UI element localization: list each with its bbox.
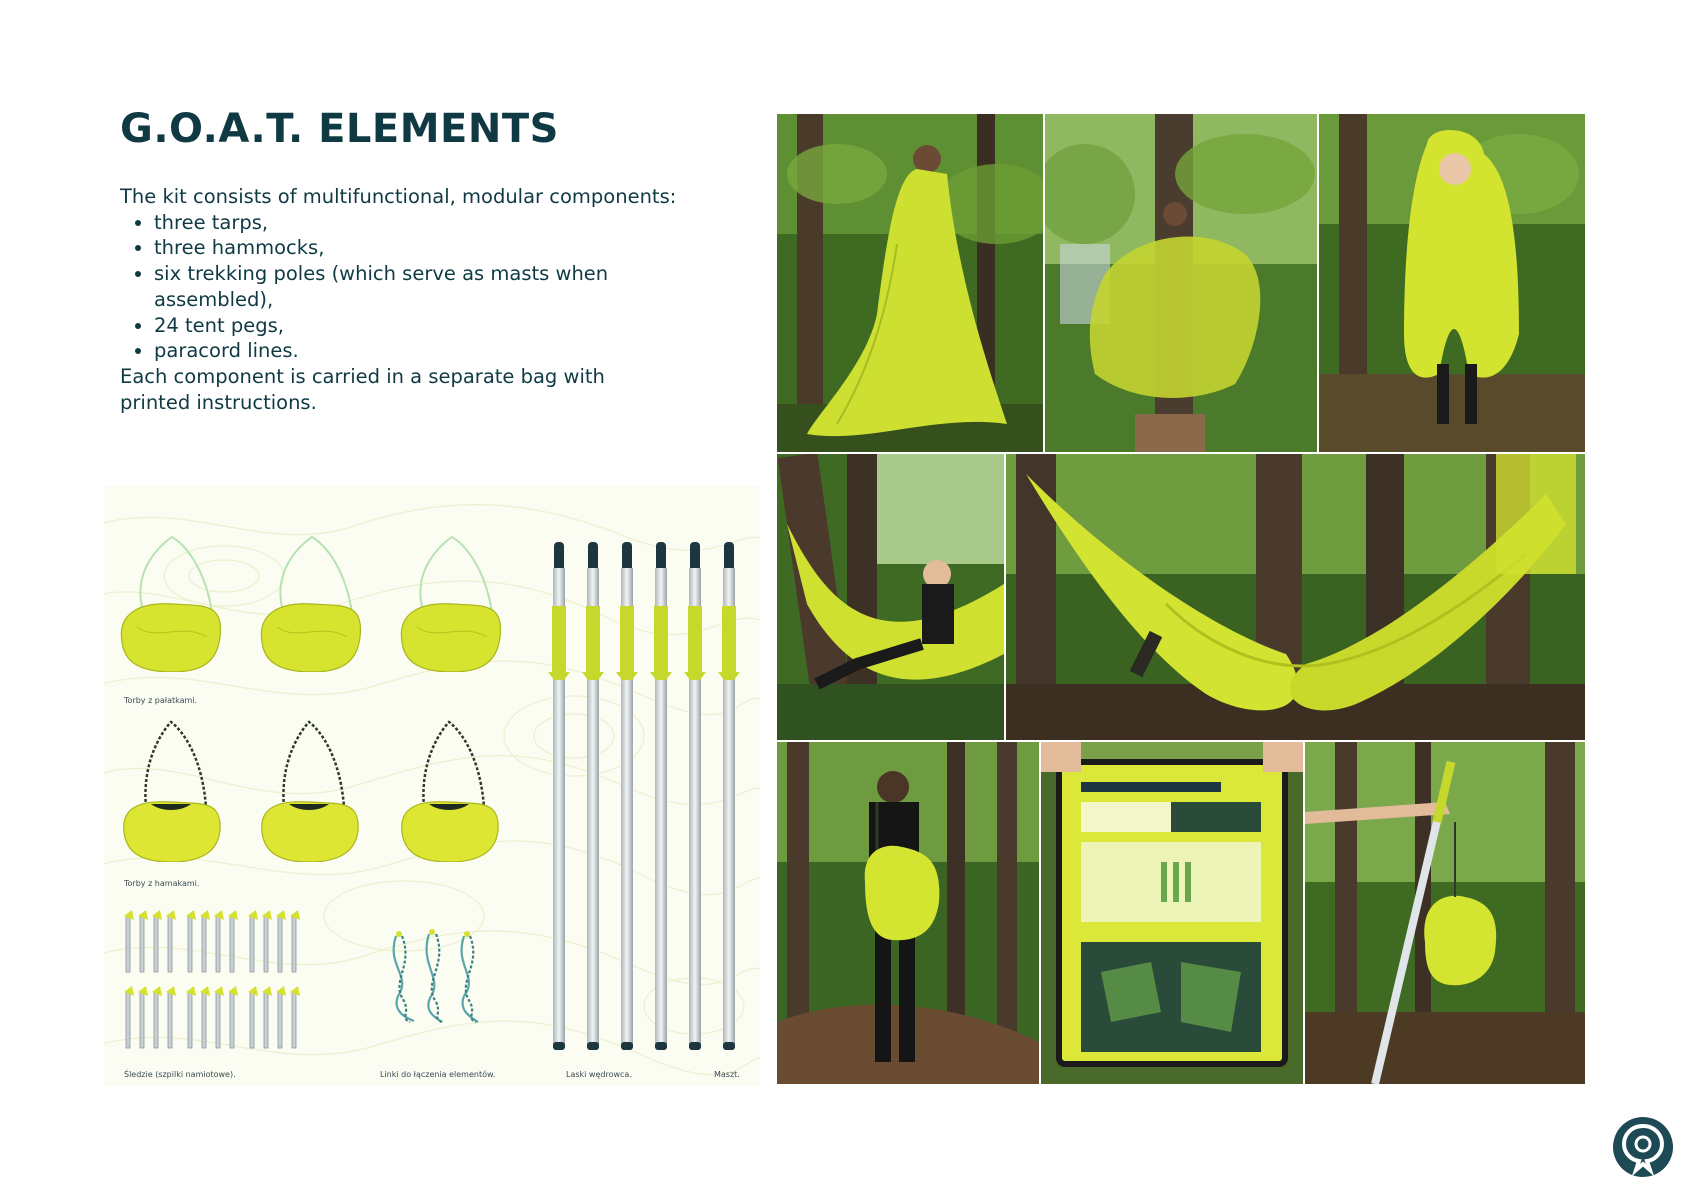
tarp-bag-2 — [252, 532, 372, 672]
photo-poncho-hood — [1319, 114, 1585, 452]
goat-logo-icon — [1612, 1116, 1674, 1178]
trekking-poles — [544, 542, 744, 1052]
caption-pegs: Śledzie (szpilki namiotowe). — [124, 1070, 236, 1079]
list-item: • paracord lines. — [154, 338, 680, 364]
photo-hammock-stretched — [1006, 454, 1585, 740]
intro-closing: Each component is carried in a separate bag with printed instructions. — [120, 364, 605, 414]
list-item: • six trekking poles (which serve as masts when assembled), — [154, 261, 680, 312]
photo-poncho-walking — [777, 114, 1043, 452]
intro-lead: The kit consists of multifunctional, modular components: — [120, 185, 677, 208]
components-board — [104, 486, 760, 1086]
tarp-bag-3 — [392, 532, 512, 672]
caption-tarp-bags: Torby z pałatkami. — [124, 696, 198, 705]
component-list — [120, 210, 680, 364]
list-item: • three hammocks, — [154, 235, 680, 261]
tent-pegs — [122, 906, 312, 1056]
intro-text — [120, 184, 680, 415]
caption-poles: Laski wędrowca. — [566, 1070, 632, 1079]
caption-lines: Linki do łączenia elementów. — [380, 1070, 496, 1079]
list-item: • 24 tent pegs, — [154, 313, 680, 339]
hammock-bag-1 — [116, 712, 226, 862]
photo-hammock-sitting — [777, 454, 1004, 740]
caption-mast: Maszt. — [714, 1070, 740, 1079]
paracord-lines — [384, 926, 494, 1026]
page-title: G.O.A.T. ELEMENTS — [120, 106, 559, 152]
tarp-bag-1 — [112, 532, 232, 672]
photo-instruction-panel — [1041, 742, 1303, 1084]
photo-poncho-spinning — [1045, 114, 1317, 452]
hammock-bag-3 — [394, 712, 504, 862]
list-item: • three tarps, — [154, 210, 680, 236]
photo-mast-bag — [1305, 742, 1585, 1084]
caption-hammock-bags: Torby z hamakami. — [124, 879, 200, 888]
hammock-bag-2 — [254, 712, 364, 862]
photo-bag-backpack — [777, 742, 1039, 1084]
